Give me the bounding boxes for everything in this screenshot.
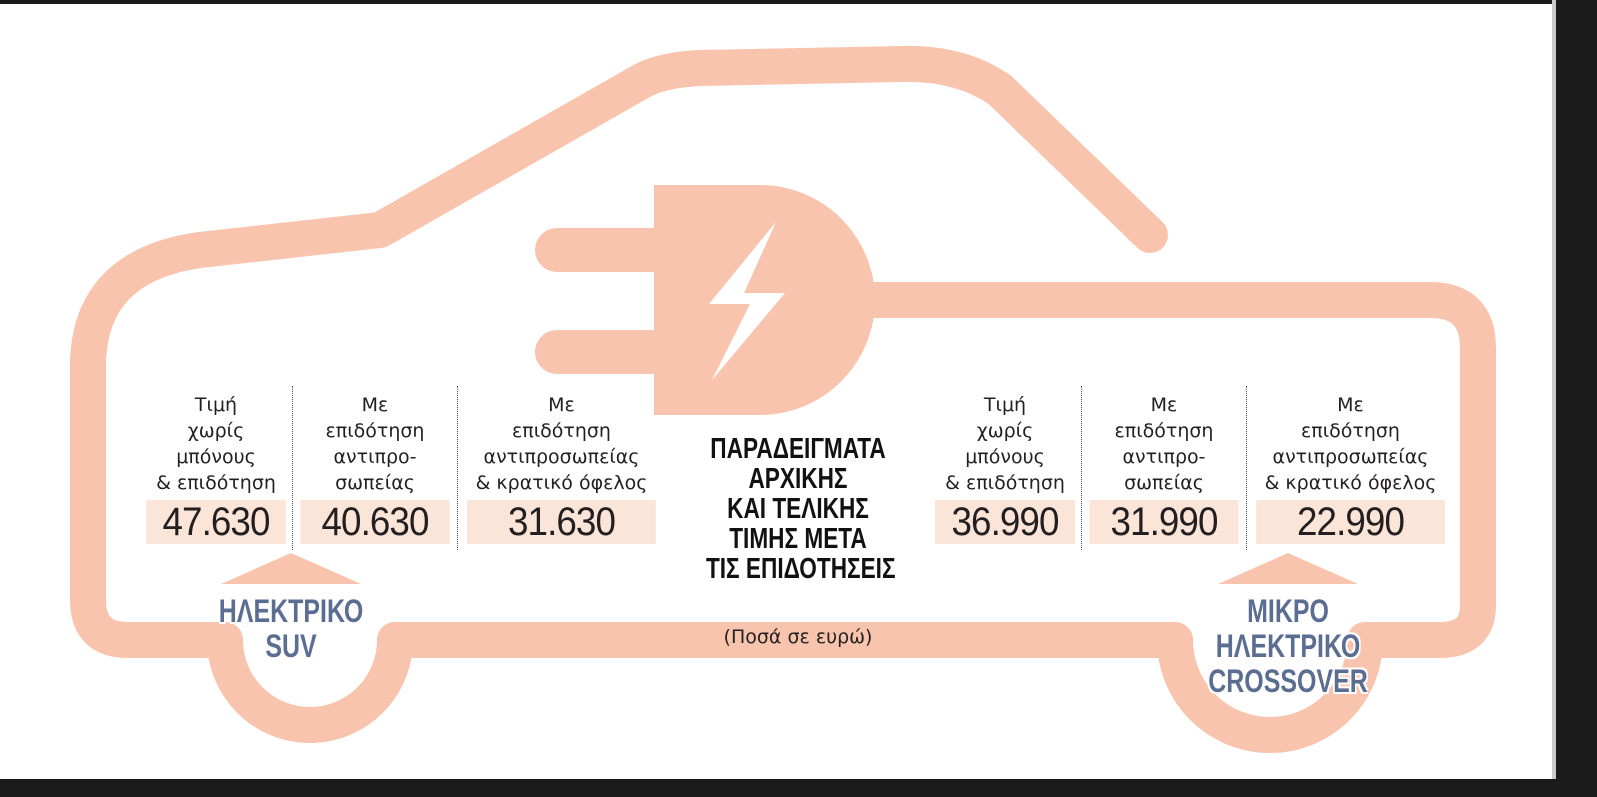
car-type-line: ΜΙΚΡΟ bbox=[1247, 593, 1329, 629]
title-line: ΑΡΧΙΚΗΣ bbox=[748, 463, 848, 495]
label-line: χωρίς bbox=[976, 420, 1034, 442]
title-line: ΚΑΙ ΤΕΛΙΚΗΣ bbox=[727, 493, 869, 525]
price-column-label bbox=[140, 386, 292, 496]
price-value: 31.990 bbox=[1089, 500, 1238, 544]
price-value: 22.990 bbox=[1256, 500, 1445, 544]
infographic-title bbox=[680, 434, 916, 584]
label-line: Τιμή bbox=[983, 394, 1027, 416]
dotted-separator bbox=[457, 386, 458, 550]
label-line: σωπείας bbox=[335, 472, 415, 494]
right-car-type-label bbox=[1168, 594, 1408, 699]
car-type-line: CROSSOVER bbox=[1208, 663, 1368, 699]
title-line: ΠΑΡΑΔΕΙΓΜΑΤΑ bbox=[710, 433, 886, 465]
price-column-label bbox=[929, 386, 1081, 496]
plug-icon bbox=[535, 185, 880, 415]
label-line: επιδότηση bbox=[325, 420, 425, 442]
dotted-separator bbox=[1081, 386, 1082, 550]
price-column bbox=[929, 386, 1081, 550]
label-line: & επιδότηση bbox=[156, 472, 276, 494]
label-line: αντιπροσωπείας bbox=[483, 446, 640, 468]
price-column bbox=[1083, 386, 1245, 550]
price-column-label bbox=[1248, 386, 1453, 496]
price-column bbox=[1248, 386, 1453, 550]
label-line: Με bbox=[548, 394, 575, 416]
car-type-line: ΗΛΕΚΤΡΙΚΟ bbox=[1215, 628, 1361, 664]
label-line: μπόνους bbox=[176, 446, 256, 468]
dotted-separator bbox=[1246, 386, 1247, 550]
left-car-type-label bbox=[186, 594, 396, 664]
dotted-separator bbox=[292, 386, 293, 550]
price-column bbox=[294, 386, 456, 550]
label-line: & κρατικό όφελος bbox=[475, 472, 648, 494]
price-column-label bbox=[1083, 386, 1245, 496]
frame-right-border bbox=[1556, 0, 1597, 797]
label-line: μπόνους bbox=[965, 446, 1045, 468]
currency-note: (Ποσά σε ευρώ) bbox=[723, 626, 873, 648]
left-pointer-triangle bbox=[221, 553, 361, 584]
label-line: & επιδότηση bbox=[945, 472, 1065, 494]
right-pointer-triangle bbox=[1218, 553, 1358, 584]
price-value: 36.990 bbox=[935, 500, 1075, 544]
label-line: Τιμή bbox=[194, 394, 238, 416]
car-type-line: SUV bbox=[265, 628, 317, 664]
price-value: 47.630 bbox=[146, 500, 286, 544]
frame-bottom-border bbox=[0, 779, 1597, 797]
label-line: αντιπρο- bbox=[1122, 446, 1206, 468]
label-line: Με bbox=[1337, 394, 1364, 416]
label-line: Με bbox=[1150, 394, 1178, 416]
label-line: επιδότηση bbox=[512, 420, 611, 442]
title-line: ΤΙΜΗΣ ΜΕΤΑ bbox=[729, 523, 867, 555]
price-column-label bbox=[459, 386, 664, 496]
price-value: 40.630 bbox=[300, 500, 449, 544]
label-line: επιδότηση bbox=[1114, 420, 1214, 442]
price-column bbox=[459, 386, 664, 550]
label-line: επιδότηση bbox=[1301, 420, 1400, 442]
label-line: & κρατικό όφελος bbox=[1264, 472, 1437, 494]
label-line: αντιπροσωπείας bbox=[1272, 446, 1429, 468]
label-line: αντιπρο- bbox=[333, 446, 417, 468]
label-line: Με bbox=[361, 394, 389, 416]
label-line: χωρίς bbox=[187, 420, 245, 442]
price-column bbox=[140, 386, 292, 550]
title-line: ΤΙΣ ΕΠΙΔΟΤΗΣΕΙΣ bbox=[705, 553, 896, 585]
car-type-line: ΗΛΕΚΤΡΙΚΟ bbox=[218, 593, 364, 629]
label-line: σωπείας bbox=[1124, 472, 1204, 494]
price-column-label bbox=[294, 386, 456, 496]
price-value: 31.630 bbox=[467, 500, 656, 544]
